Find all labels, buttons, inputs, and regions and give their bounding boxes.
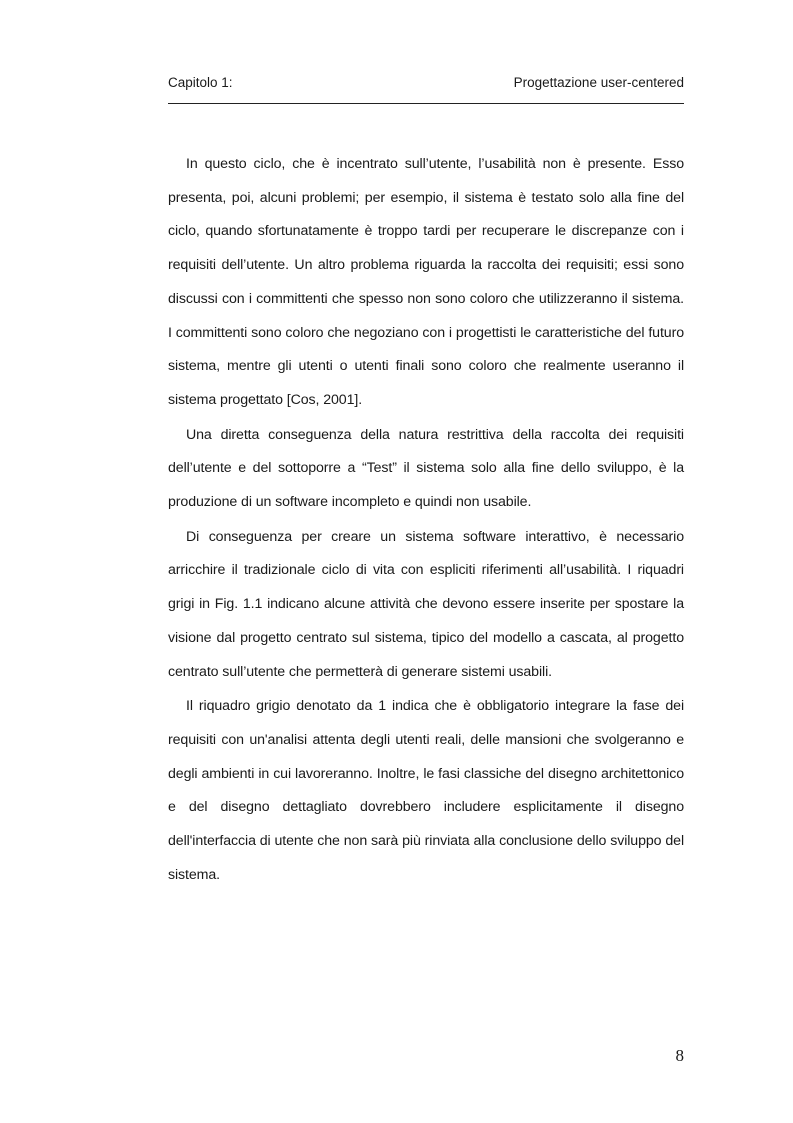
paragraph-2: Una diretta conseguenza della natura restrittiva della raccolta dei requisiti dell’utente e del sottoporre a “Test” il sistema solo alla fine dello sviluppo, è la produzione di un software incompleto e quindi non usabile. — [168, 426, 684, 511]
section-title: Progettazione user-centered — [513, 75, 684, 90]
body-text — [168, 148, 684, 893]
chapter-label: Capitolo 1: — [168, 75, 233, 90]
paragraph-3: Di conseguenza per creare un sistema software interattivo, è necessario arricchire il tradizionale ciclo di vita con espliciti riferimenti all’usabilità. I riquadri grigi in Fig. 1.1 indicano alcune attività che devono essere inserite per spostare la visione dal progetto centrato sul sistema, tipico del modello a cascata, al progetto centrato sull’utente che permetterà di generare sistemi usabili. — [168, 528, 684, 680]
paragraph-4: Il riquadro grigio denotato da 1 indica che è obbligatorio integrare la fase dei requisiti con un'analisi attenta degli utenti reali, delle mansioni che svolgeranno e degli ambienti in cui lavoreranno. Inoltre, le fasi classiche del disegno architettonico e del disegno dettagliato dovrebbero includere esplicitamente il disegno dell'interfaccia di utente che non sarà più rinviata alla conclusione dello sviluppo del sistema. — [168, 698, 684, 883]
page-number: 8 — [675, 1046, 684, 1065]
paragraph-1: In questo ciclo, che è incentrato sull’utente, l’usabilità non è presente. Esso presenta, poi, alcuni problemi; per esempio, il sistema è testato solo alla fine del ciclo, quando sfortunatamente è troppo tardi per recuperare le discrepanze con i requisiti dell’utente. Un altro problema riguarda la raccolta dei requisiti; essi sono discussi con i committenti che spesso non sono coloro che utilizzeranno il sistema. I committenti sono coloro che negoziano con i progettisti le caratteristiche del futuro sistema, mentre gli utenti o utenti finali sono coloro che realmente useranno il sistema progettato [Cos, 2001]. — [168, 156, 684, 408]
running-header — [168, 75, 684, 104]
